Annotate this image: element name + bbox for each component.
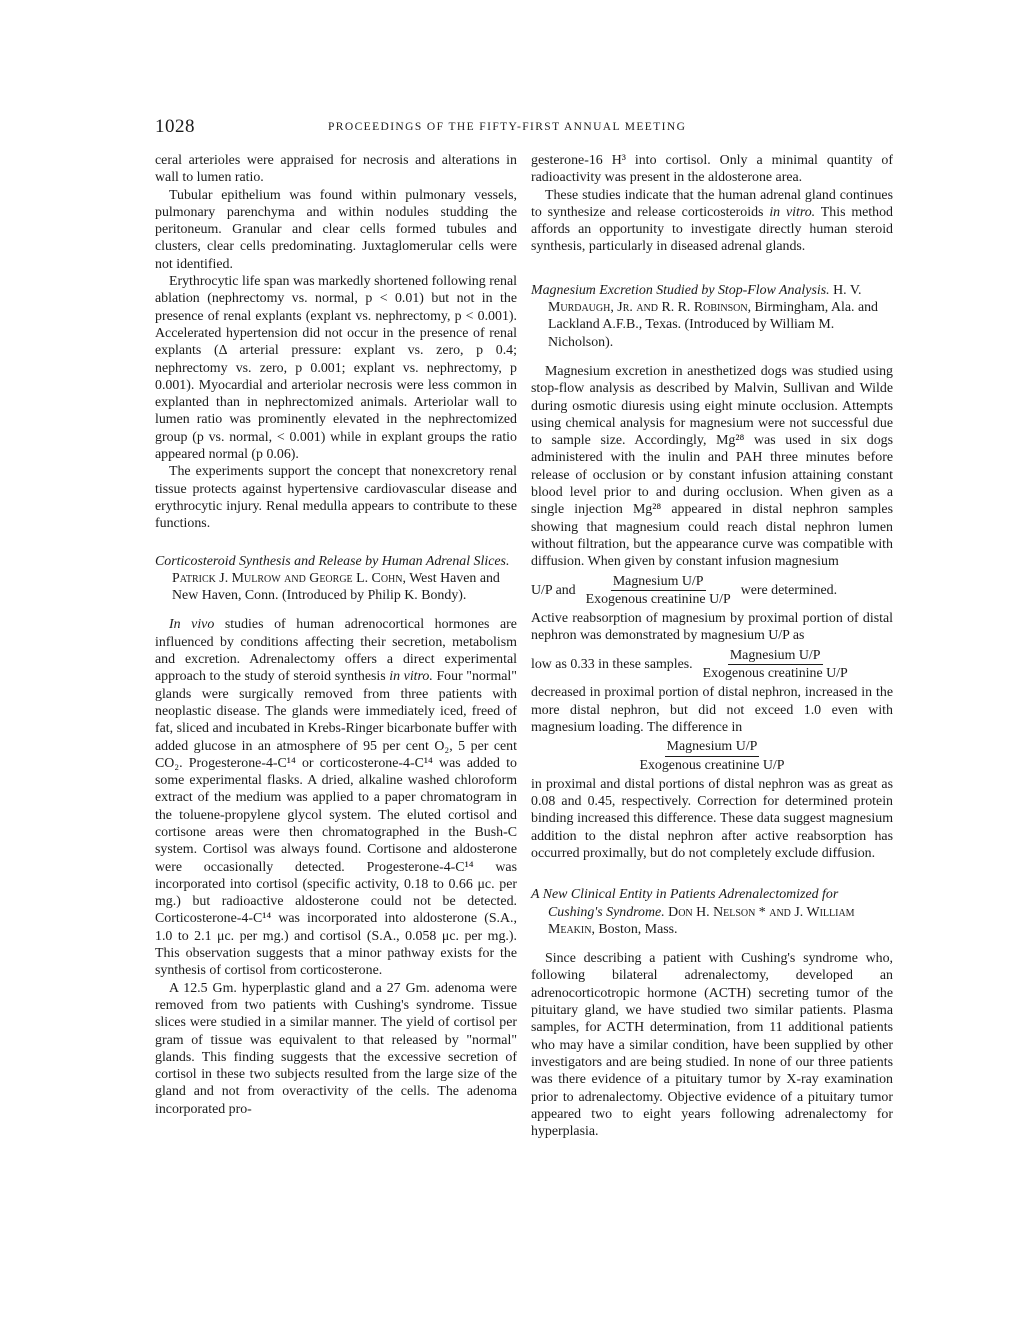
right-column <box>531 152 893 1140</box>
paragraph: Magnesium excretion in anesthetized dogs was studied using stop-flow analysis as described by Malvin, Sullivan and Wilde during osmotic diuresis using eight minute occlusion. Attempts using chemical analysis for magnesium were not successful due to sample size. Accordingly, Mg²⁸ was used in six dogs administered with the inulin and PAH three minutes before release of occlusion or by constant infusion attaining constant blood level prior to and during occlusion. When given as a single injection Mg²⁸ appeared in distal nephron samples showing that magnesium could reach distal nephron lumen without filtration, but the appearance curve was compatible with diffusion. When given by constant infusion magnesium <box>531 363 893 570</box>
italic-term: in vitro. <box>389 669 433 685</box>
fraction: $\frac{\text{Magnesium U/P}}{\text{Exogenous creatinine U/P}}$ <box>585 573 731 607</box>
equation: U/P and $\frac{\text{Magnesium U/P}}{\text{Exogenous creatinine U/P}}$ were determined. <box>531 573 838 607</box>
abstract-title: Magnesium Excretion Studied by Stop-Flow Analysis. <box>531 282 830 298</box>
abstract-authors: Don H. Nelson * and J. William Meakin, <box>548 904 855 937</box>
paragraph: Erythrocytic life span was markedly shortened following renal ablation (nephrectomy vs. normal, p < 0.01) but not in the presence of renal explants (explant vs. nephrectomy, p < 0.001). Accelerated hypertension did not occur in the presence of renal explants (Δ arterial pressure: explant vs. zero, p 0.4; nephrectomy vs. zero, p 0.001; explant vs. nephrectomy, p 0.001). Myocardial and arteriolar necrosis were less common in explanted than in nephrectomized animals. Arteriolar wall to lumen ratio was prominently elevated in the nephrectomized group (p vs. normal, < 0.001) while in explant groups the ratio appeared normal (p 0.06). <box>155 274 517 463</box>
fraction: $\frac{\text{Magnesium U/P}}{\text{Exogenous creatinine U/P}}$ <box>639 739 785 773</box>
abstract-affiliation: Birmingham, Ala. and Lackland A.F.B., Texas. (Introduced by William M. Nicholson). <box>548 300 879 350</box>
paragraph: The experiments support the concept that nonexcretory renal tissue protects against hypertensive cardiovascular disease and erythrocytic injury. Renal medulla appears to contribute to these functions. <box>155 464 517 532</box>
equation <box>531 738 893 774</box>
paragraph: in proximal and distal portions of distal nephron was as great as 0.08 and 0.45, respectively. Correction for determined protein binding increased this difference. These data suggest magnesium addition to the distal nephron after active reabsorption has occurred proximally, but do not completely exclude diffusion. <box>531 776 893 861</box>
abstract-authors: Patrick J. Mulrow and George L. Cohn, <box>172 570 406 586</box>
abstract-title: Corticosteroid Synthesis and Release by Human Adrenal Slices. <box>155 553 510 569</box>
abstract-authors: H. V. Murdaugh, Jr. and R. R. Robinson, <box>548 282 862 316</box>
abstract-heading <box>531 282 893 351</box>
abstract-affiliation: Boston, Mass. <box>598 921 678 937</box>
paragraph: Active reabsorption of magnesium by proximal portion of distal nephron was demonstrated by magnesium U/P as <box>531 611 893 644</box>
paragraph: A 12.5 Gm. hyperplastic gland and a 27 Gm. adenoma were removed from two patients with Cushing's syndrome. Tissue slices were studied in a similar manner. The yield of cortisol per gram of tissue was equivalent to that released by "normal" glands. This finding suggests that the excessive secretion of cortisol in these two subjects resulted from the large size of the gland and not from overactivity of the cells. The adenoma incorporated pro- <box>155 980 517 1117</box>
abstract-heading <box>531 886 893 938</box>
abstract-title: A New Clinical Entity in Patients Adrenalectomized for Cushing's Syndrome. <box>531 887 839 920</box>
paragraph: Since describing a patient with Cushing's syndrome who, following bilateral adrenalectomy, developed an adrenocorticotropic hormone (ACTH) secreting tumor of the pituitary gland, we have studied two similar patients. Plasma samples, for ACTH determination, from 11 additional patients who may have a similar condition, have been supplied by other investigators and are being studied. In none of our three patients was there evidence of a pituitary tumor by X-ray examination prior to adrenalectomy. Objective evidence of a pituitary tumor appeared two to eight years following adrenalectomy for hyperplasia. <box>531 951 893 1140</box>
italic-term: in vitro. <box>769 204 816 220</box>
paragraph: ceral arterioles were appraised for necrosis and alterations in wall to lumen ratio. <box>155 153 517 186</box>
paragraph: Tubular epithelium was found within pulmonary vessels, pulmonary parenchyma and within nodules studding the peritoneum. Granular and clear cells formed tubules and clusters, clear cells predominating. Juxtaglomerular cells were not identified. <box>155 187 517 272</box>
fraction: $\frac{\text{Magnesium U/P}}{\text{Exogenous creatinine U/P}}$ <box>702 647 848 682</box>
running-head: PROCEEDINGS OF THE FIFTY-FIRST ANNUAL MEETING <box>328 121 687 133</box>
italic-term: In vivo <box>169 617 215 633</box>
abstract-affiliation: West Haven and New Haven, Conn. (Introduced by Philip K. Bondy). <box>172 570 500 604</box>
abstract-heading <box>155 553 517 605</box>
page-number: 1028 <box>155 116 195 137</box>
paragraph: These studies indicate that the human adrenal gland continues to synthesize and release corticosteroids in vitro. This method affords an opportunity to investigate directly human steroid synthesis, particularly in diseased adrenal glands. <box>531 187 893 255</box>
paragraph: decreased in proximal portion of distal nephron, increased in the more distal nephron, but did not exceed 1.0 even with magnesium loading. The difference in <box>531 685 893 735</box>
left-column <box>155 152 517 1118</box>
equation: low as 0.33 in these samples. $\frac{\text{Magnesium U/P}}{\text{Exogenous creatinine U/P}}$ <box>531 647 848 682</box>
paragraph: gesterone-16 H³ into cortisol. Only a minimal quantity of radioactivity was present in the aldosterone area. <box>531 153 893 186</box>
paragraph: In vivo studies of human adrenocortical hormones are influenced by conditions affecting their secretion, metabolism and excretion. Adrenalectomy offers a direct experimental approach to the study of steroid synthesis in vitro. Four "normal" glands were surgically removed from three patients with neoplastic disease. The glands were immediately iced, freed of fat, sliced and incubated in Krebs-Ringer bicarbonate buffer with added glucose in an atmosphere of 95 per cent O₂, 5 per cent CO₂. Progesterone-4-C¹⁴ or corticosterone-4-C¹⁴ was added to some experimental flasks. A dried, alkaline washed chloroform extract of the medium was applied to a paper chromatogram in the toluene-propylene glycol system. The eluted cortisol and cortisone areas were then chromatographed in the Bush-C system. Cortisol was always found. Cortisone and aldosterone were occasionally detected. Progesterone-4-C¹⁴ was incorporated into cortisol (specific activity, 0.18 to 0.66 μc. per mg.) but radioactive aldosterone could not be detected. Corticosterone-4-C¹⁴ was incorporated into aldosterone (S.A., 1.0 to 2.1 μc. per mg.) and cortisol (S.A., 0.058 μc. per mg.). This observation suggests that a minor pathway exists for the synthesis of cortisol from corticosterone. <box>155 617 517 979</box>
